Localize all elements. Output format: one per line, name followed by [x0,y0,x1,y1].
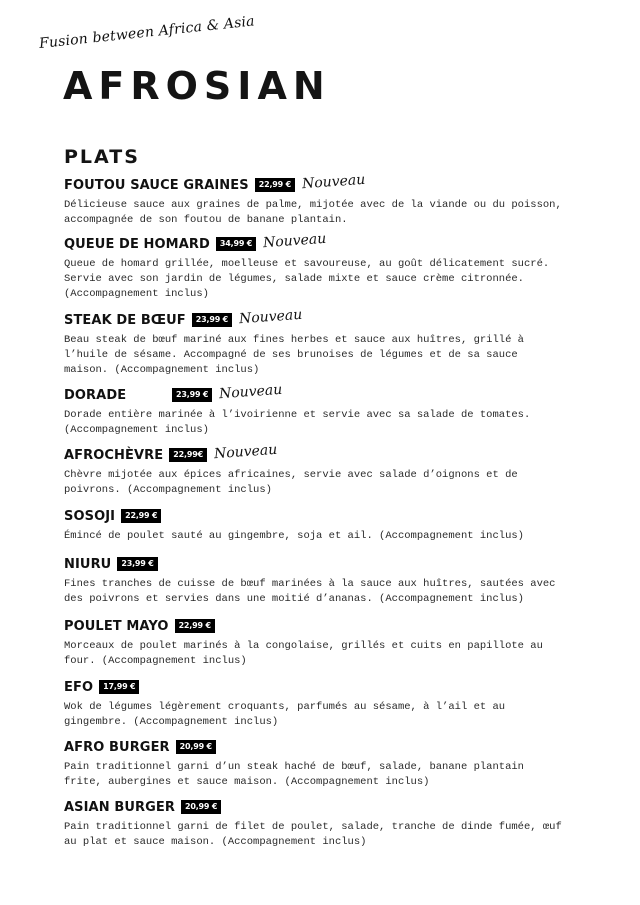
price-tag: 23,99 € [117,557,157,571]
price-tag: 23,99 € [192,313,232,327]
dish-name: AFROCHÈVRE [64,447,164,463]
price-tag: 20,99 € [176,740,216,754]
dish-description: Dorade entière marinée à l’ivoirienne et servie avec sa salade de tomates. (Accompagnement inclus) [64,409,531,436]
dish-description: Chèvre mijotée aux épices africaines, servie avec salade d’oignons et de poivrons. (Accompagnement inclus) [64,469,518,496]
dish-name: POULET MAYO [64,618,169,634]
brand-logo: AFROSIAN [63,64,331,108]
dish-item [64,738,584,790]
new-badge: Nouveau [218,381,284,403]
dish-name: STEAK DE BŒUF [64,312,186,328]
dish-description: Délicieuse sauce aux graines de palme, mijotée avec de la viande ou du poisson, accompagnée de son foutou de banane plantain. [64,199,562,226]
dish-item [64,678,584,730]
price-tag: 20,99 € [181,800,221,814]
new-badge: Nouveau [213,441,278,463]
dish-description: Fines tranches de cuisse de bœuf marinées à la sauce aux huîtres, sautées avec des poivrons et servies dans une moitié d’ananas. (Accompagnement inclus) [64,578,556,605]
dish-header [64,678,584,696]
dish-name: AFRO BURGER [64,739,170,755]
dish-description: Pain traditionnel garni de filet de poulet, salade, tranche de dinde fumée, œuf au plat et sauce maison. (Accompagnement inclus) [64,821,562,848]
dish-description: Émincé de poulet sauté au gingembre, soja et ail. (Accompagnement inclus) [64,530,524,542]
price-tag: 22,99 € [255,178,295,192]
dish-item [64,306,584,378]
new-badge: Nouveau [301,171,366,193]
dish-description: Queue de homard grillée, moelleuse et savoureuse, au goût délicatement sucré. Servie avec son jardin de légumes, salade mixte et sauce crème citronnée. (Accompagnement inclus) [64,258,550,300]
dish-name: NIURU [64,556,112,572]
dish-header [64,230,584,253]
dish-name: DORADE [64,387,127,403]
dish-item [64,617,584,669]
dish-header [64,798,584,816]
dish-header [64,381,584,404]
tagline: Fusion between Africa & Asia [38,13,256,53]
price-tag: 22,99 € [121,509,161,523]
price-tag: 17,99 € [99,680,139,694]
dish-item [64,507,584,544]
dish-header [64,306,584,329]
price-tag: 23,99 € [172,388,212,402]
dish-name: SOSOJI [64,508,116,524]
dish-name: EFO [64,679,94,695]
dish-item [64,555,584,607]
dish-name: QUEUE DE HOMARD [64,236,210,252]
dish-item [64,230,584,302]
dish-header [64,171,584,194]
dish-header [64,738,584,756]
dish-description: Pain traditionnel garni d’un steak haché de bœuf, salade, banane plantain frite, aubergines et sauce maison. (Accompagnement inclus) [64,761,524,788]
price-tag: 22,99 € [175,619,215,633]
dish-header [64,507,584,525]
section-title: PLATS [64,146,140,168]
new-badge: Nouveau [238,306,303,328]
new-badge: Nouveau [262,230,327,252]
dish-item [64,171,584,228]
dish-description: Beau steak de bœuf mariné aux fines herbes et sauce aux huîtres, grillé à l’huile de sésame. Accompagné de ses brunoises de légumes et de sa sauce maison. (Accompagnement inclus) [64,334,524,376]
dish-header [64,441,584,464]
dish-item [64,381,584,438]
dish-name: FOUTOU SAUCE GRAINES [64,177,249,193]
dish-description: Wok de légumes légèrement croquants, parfumés au sésame, à l’ail et au gingembre. (Accompagnement inclus) [64,701,506,728]
dish-name: ASIAN BURGER [64,799,175,815]
price-tag: 22,99€ [169,448,207,462]
dish-description: Morceaux de poulet marinés à la congolaise, grillés et cuits en papillote au four. (Accompagnement inclus) [64,640,543,667]
dish-header [64,555,584,573]
dish-item [64,798,584,850]
price-tag: 34,99 € [216,237,256,251]
dish-header [64,617,584,635]
dish-item [64,441,584,498]
